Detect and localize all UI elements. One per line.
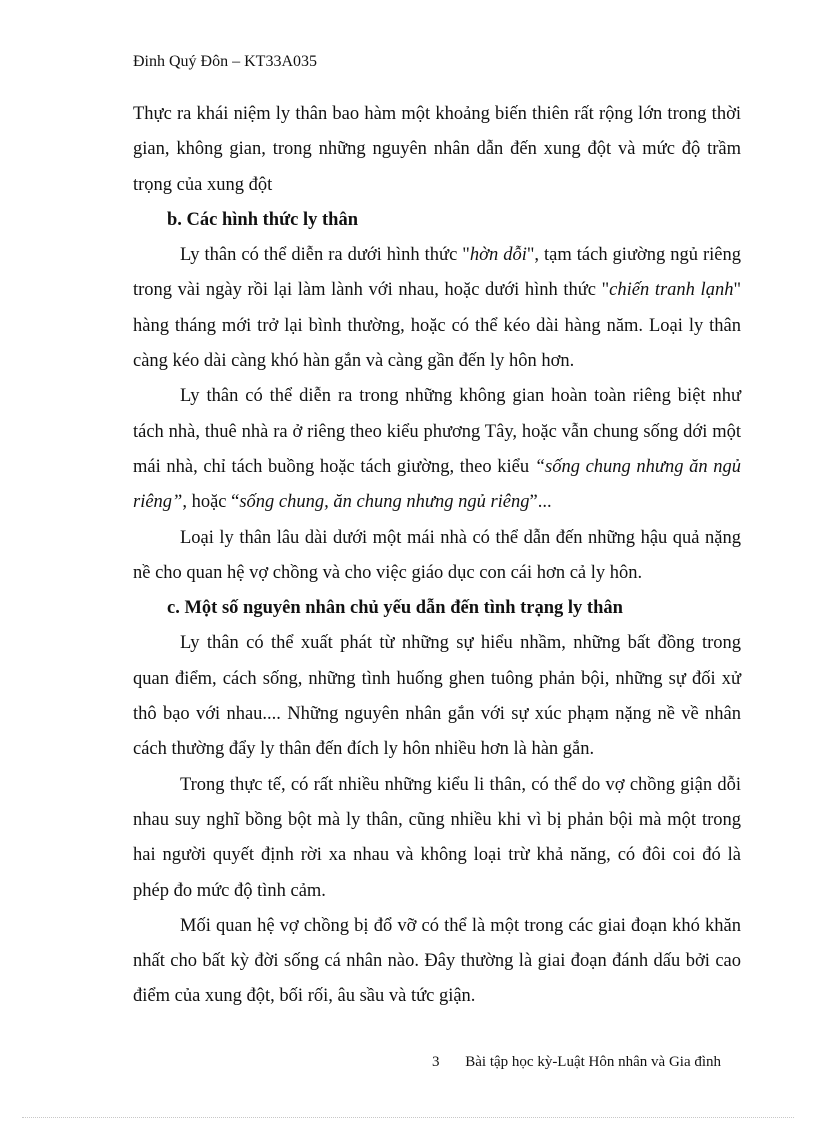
italic-term: hờn dỗi (469, 245, 527, 266)
paragraph-text: " hàng tháng mới trở lại bình thường, hoặc có thể kéo dài hàng năm. Loại ly thân càng kéo dài càng khó hàn gắn và càng gần đến ly hôn hơn. (133, 280, 742, 372)
paragraph-text: Ly thân có thể diễn ra trong những không gian hoàn toàn riêng biệt như tách nhà, thuê nhà ra ở riêng theo kiểu phương Tây, hoặc vẫn chung sống dới một mái nhà, chỉ tách buồng hoặc tách giường, theo kiểu (133, 386, 741, 477)
paragraph-text: , hoặc “ (182, 492, 240, 513)
paragraph-forms-duration (133, 238, 741, 379)
page-body (133, 97, 741, 1015)
paragraph-consequences: Loại ly thân lâu dài dưới một mái nhà có thể dẫn đến những hậu quả nặng nề cho quan hệ vợ chồng và cho việc giáo dục con cái hơn cả ly hôn. (133, 527, 741, 583)
paragraph-text: ”... (529, 492, 552, 513)
italic-quote: “sống chung nhưng ăn ngủ riêng” (133, 456, 741, 513)
section-heading-b: b. Các hình thức ly thân (167, 209, 359, 230)
page-number: 3 (432, 1054, 440, 1070)
page-header (133, 52, 317, 72)
section-heading-c: c. Một số nguyên nhân chủ yếu dẫn đến tình trạng ly thân (167, 598, 623, 619)
page-bottom-edge (22, 1117, 794, 1118)
paragraph-causes: Ly thân có thể xuất phát từ những sự hiểu nhầm, những bất đồng trong quan điểm, cách sống, những tình huống ghen tuông phản bội, những sự đối xử thô bạo với nhau.... Những nguyên nhân gắn với sự xúc phạm nặng nề về nhân cách thường đẩy ly thân đến đích ly hôn nhiều hơn là hàn gắn. (133, 633, 741, 760)
italic-term: chiến tranh lạnh (609, 280, 734, 301)
italic-quote: sống chung, ăn chung nhưng ngủ riêng (239, 492, 530, 513)
author-line: Đinh Quý Đôn – KT33A035 (133, 53, 317, 70)
paragraph-forms-space (133, 379, 741, 520)
page-footer (432, 1052, 721, 1072)
paragraph-text: ", tạm tách giường ngủ riêng trong vài ngày rồi lại làm lành với nhau, hoặc dưới hình thức " (133, 245, 741, 301)
paragraph-breakdown: Mối quan hệ vợ chồng bị đổ vỡ có thể là một trong các giai đoạn khó khăn nhất cho bất kỳ đời sống cá nhân nào. Đây thường là giai đoạn đánh dấu bởi cao điểm của xung đột, bối rối, âu sầu và tức giận. (133, 915, 741, 1007)
paragraph-text: Ly thân có thể diễn ra dưới hình thức " (180, 245, 470, 266)
paragraph-in-practice: Trong thực tế, có rất nhiều những kiểu li thân, có thể do vợ chồng giận dỗi nhau suy nghĩ bồng bột mà ly thân, cũng nhiều khi vì bị phản bội mà một trong hai người quyết định rời xa nhau và không loại trừ khả năng, có đôi coi đó là phép đo mức độ tình cảm. (133, 774, 741, 901)
footer-course-title: Bài tập học kỳ-Luật Hôn nhân và Gia đình (465, 1054, 722, 1070)
intro-paragraph: Thực ra khái niệm ly thân bao hàm một khoảng biến thiên rất rộng lớn trong thời gian, không gian, trong những nguyên nhân dẫn đến xung đột và mức độ trầm trọng của xung đột (133, 104, 741, 195)
